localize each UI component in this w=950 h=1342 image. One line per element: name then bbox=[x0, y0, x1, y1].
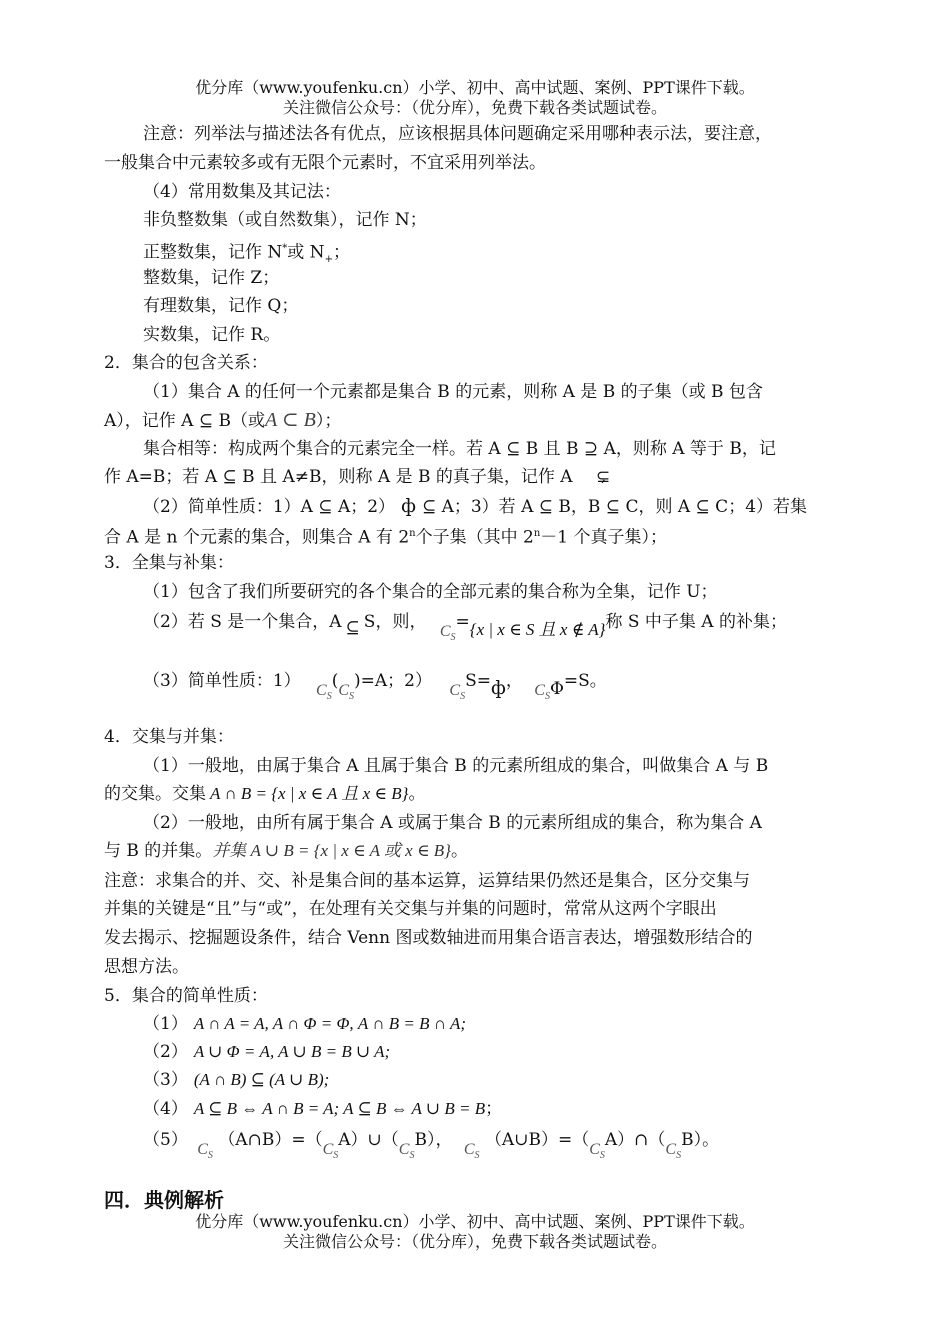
section-heading-examples: 四．典例解析 bbox=[104, 1188, 224, 1212]
complement-symbol: $C_S$ bbox=[463, 1141, 480, 1162]
sec2-p1-line-2: A），记作 A ⊆ B（或A ⊂ B）； bbox=[104, 409, 342, 431]
sec5-item-5: （5） $C_S$ $(A\cap B)=(C_SA)\cup(C_SB)$， $C_S$ $(A\cup B)=(C_SA)\cap(C_SB)$。 bbox=[143, 1128, 719, 1159]
sec4-p2-line-1: （2）一般地，由所有属于集合 A 或属于集合 B 的元素所组成的集合，称为集合 A bbox=[143, 813, 762, 833]
sec3-p3: （3）简单性质：1） $C_S(C_S)=A$；2） $C_SS=ф$， $C_S\Phi=S$。 bbox=[143, 668, 607, 700]
sec5-item-2: （2） A ∪ Φ = A, A ∪ B = B ∪ A; bbox=[143, 1042, 391, 1062]
sec2-p1-line-1: （1）集合 A 的任何一个元素都是集合 B 的元素，则称 A 是 B 的子集（或 B 包含 bbox=[143, 382, 763, 402]
complement-symbol: $C_S$ bbox=[439, 623, 456, 644]
sec4-p1-line-2: 的交集。交集 A ∩ B = {x | x ∈ A 且 x ∈ B}。 bbox=[104, 784, 426, 804]
complement-symbol: $C_S$ bbox=[197, 1141, 213, 1162]
common-set-positive: 正整数集，记作 N*或 $N_+$； bbox=[143, 242, 350, 266]
sec2-p3-line-2: 合 A 是 n 个元素的集合，则集合 A 有 2$^n$个子集（其中 $2^n-1$ 个真子集）； bbox=[104, 527, 668, 548]
header-line-1: 优分库（www.youfenku.cn）小学、初中、高中试题、案例、PPT课件下载。 bbox=[195, 78, 755, 97]
sec3-p1: （1）包含了我们所要研究的各个集合的全部元素的集合称为全集，记作 U； bbox=[143, 582, 718, 602]
section-2-title: 2．集合的包含关系： bbox=[104, 353, 268, 373]
note2-line-4: 思想方法。 bbox=[104, 957, 189, 977]
footer-line-2: 关注微信公众号：（优分库），免费下载各类试题试卷。 bbox=[282, 1232, 667, 1251]
sec5-item-1: （1） A ∩ A = A, A ∩ Φ = Φ, A ∩ B = B ∩ A; bbox=[143, 1014, 467, 1034]
complement-symbol: $C_S$ bbox=[665, 1141, 682, 1162]
note2-line-2: 并集的关键是“且”与“或”，在处理有关交集与并集的问题时，常常从这两个字眼出 bbox=[104, 899, 717, 919]
common-set-natural: 非负整数集（或自然数集），记作 N； bbox=[143, 210, 427, 230]
note2-line-1: 注意：求集合的并、交、补是集合间的基本运算，运算结果仍然还是集合，区分交集与 bbox=[104, 871, 750, 891]
note1-line-1: 注意：列举法与描述法各有优点，应该根据具体问题确定采用哪种表示法，要注意， bbox=[143, 124, 772, 144]
sec4-p1-line-1: （1）一般地，由属于集合 A 且属于集合 B 的元素所组成的集合，叫做集合 A 与 B bbox=[143, 756, 769, 776]
complement-symbol: $C_S$ bbox=[338, 682, 355, 703]
common-set-integer: 整数集，记作 Z； bbox=[143, 268, 280, 288]
complement-symbol: $C_S$ bbox=[534, 682, 550, 703]
sec2-p2-line-1: 集合相等：构成两个集合的元素完全一样。若 A ⊆ B 且 B ⊇ A，则称 A 等于 B，记 bbox=[143, 439, 776, 459]
header-line-2: 关注微信公众号：（优分库），免费下载各类试题试卷。 bbox=[282, 98, 667, 117]
complement-symbol: $C_S$ bbox=[316, 682, 332, 703]
sec3-p2: （2）若 S 是一个集合，A ⊆ S，则， $C_S=\{x$ | x ∈ S 且 x ∉ A}称 S 中子集 A 的补集； bbox=[143, 610, 787, 641]
sec4-p2-line-2: 与 B 的并集。并集 A ∪ B = {x | x ∈ A 或 x ∈ B}。 bbox=[104, 841, 468, 861]
common-set-rational: 有理数集，记作 Q； bbox=[143, 296, 299, 316]
sec2-p3-line-1: （2）简单性质：1）A ⊆ A；2） ф ⊆ A；3）若 A ⊆ B，B ⊆ C，则 A ⊆ C；4）若集 bbox=[143, 495, 808, 517]
common-sets-title: （4）常用数集及其记法： bbox=[143, 182, 341, 202]
sec5-item-4: （4） A ⊆ B ⇔ A ∩ B = A; A ⊆ B ⇔ A ∪ B = B； bbox=[143, 1099, 503, 1119]
sec2-p2-line-2: 作 A=B；若 A ⊆ B 且 A≠B，则称 A 是 B 的真子集，记作 A ⊊ bbox=[104, 467, 611, 487]
complement-symbol: $C_S$ bbox=[449, 682, 466, 703]
section-5-title: 5．集合的简单性质： bbox=[104, 986, 268, 1006]
complement-symbol: $C_S$ bbox=[589, 1141, 605, 1162]
common-set-real: 实数集，记作 R。 bbox=[143, 325, 281, 345]
complement-symbol: $C_S$ bbox=[398, 1141, 415, 1162]
section-3-title: 3．全集与补集： bbox=[104, 553, 234, 573]
complement-symbol: $C_S$ bbox=[322, 1141, 339, 1162]
note1-line-2: 一般集合中元素较多或有无限个元素时，不宜采用列举法。 bbox=[104, 153, 546, 173]
footer-line-1: 优分库（www.youfenku.cn）小学、初中、高中试题、案例、PPT课件下载。 bbox=[195, 1212, 755, 1231]
section-4-title: 4．交集与并集： bbox=[104, 727, 234, 747]
sec5-item-3: （3） (A ∩ B) ⊆ (A ∪ B); bbox=[143, 1070, 330, 1090]
note2-line-3: 发去揭示、挖掘题设条件，结合 Venn 图或数轴进而用集合语言表达，增强数形结合的 bbox=[104, 928, 753, 948]
